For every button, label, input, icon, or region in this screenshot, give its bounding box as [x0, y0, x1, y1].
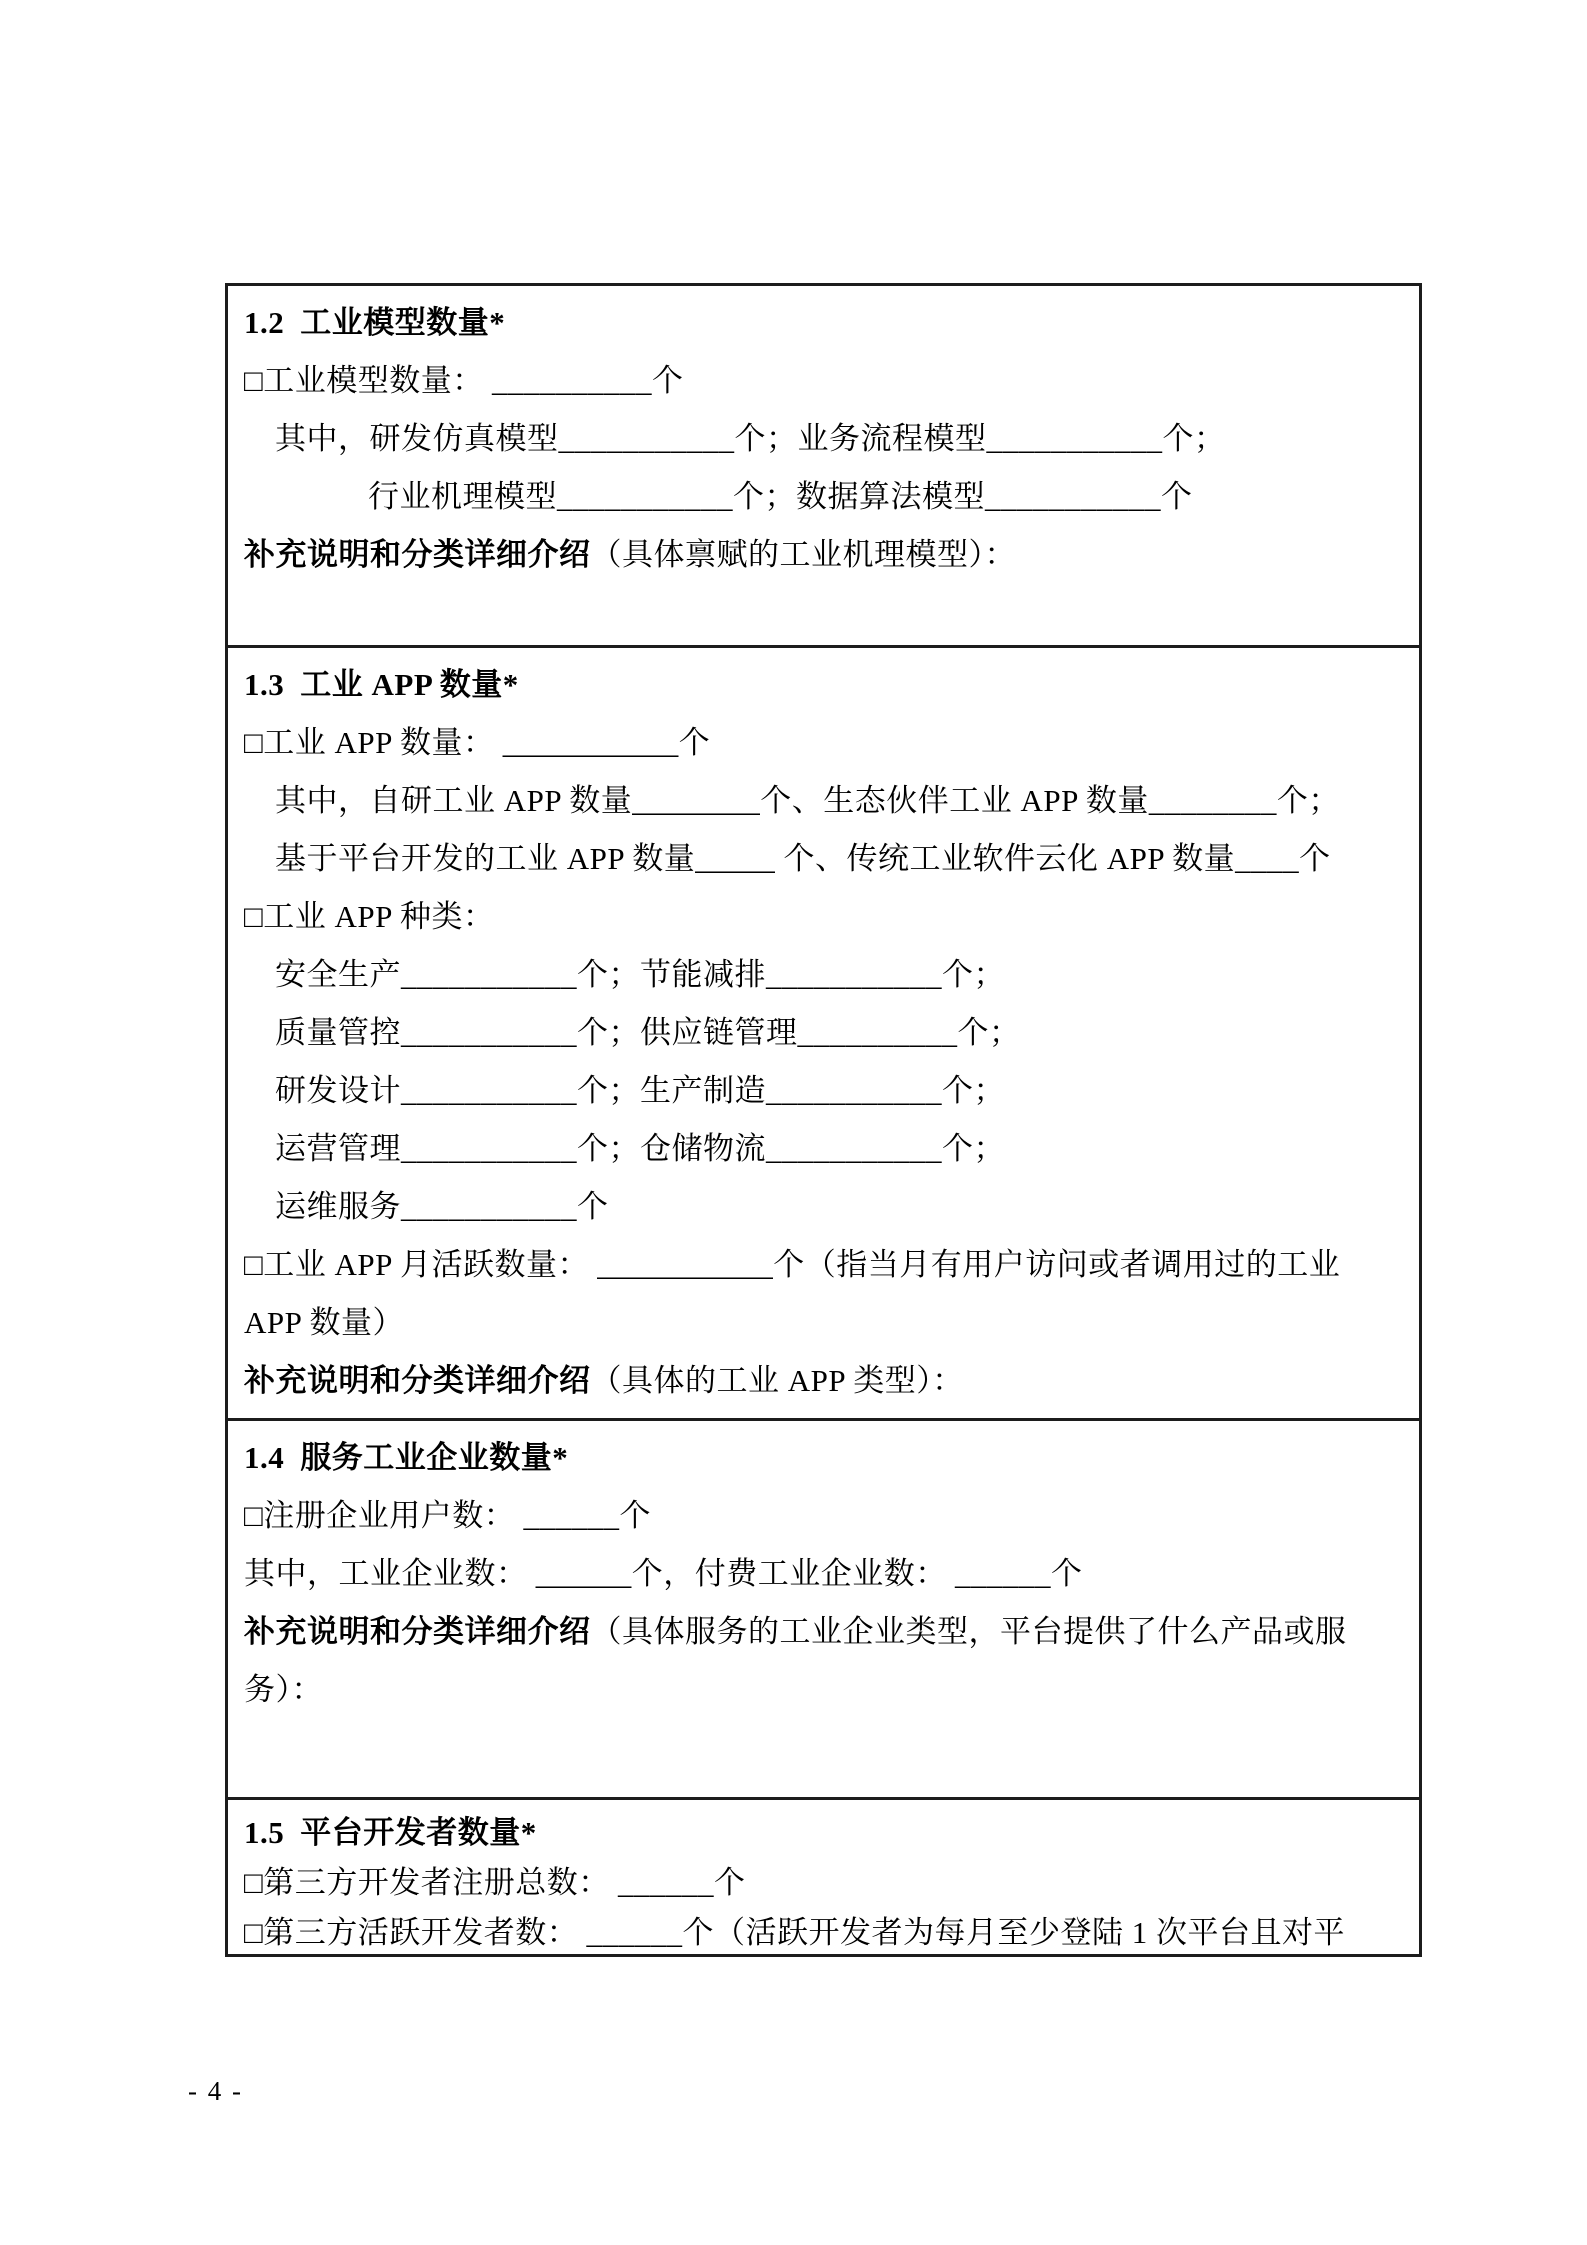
row-app-category-2: 质量管控___________个；供应链管理__________个； — [275, 1015, 1021, 1050]
row-app-category-4: 运营管理___________个；仓储物流___________个； — [275, 1131, 1005, 1166]
section-title: 服务工业企业数量* — [300, 1440, 569, 1475]
row-app-category-5: 运维服务___________个 — [275, 1189, 609, 1224]
row-app-types-label: □工业 APP 种类： — [244, 899, 495, 934]
row-registered-users: □注册企业用户数： ______个 — [244, 1498, 651, 1533]
row-enterprise-breakdown: 其中，工业企业数： ______个，付费工业企业数： ______个 — [244, 1556, 1083, 1591]
section-heading-1-5 — [244, 1808, 1407, 1858]
row-app-category-3: 研发设计___________个；生产制造___________个； — [275, 1073, 1005, 1108]
supplement-note: （具体的工业 APP 类型）： — [590, 1363, 964, 1398]
section-industrial-models — [228, 286, 1419, 645]
row-supplement-models — [244, 526, 1407, 584]
section-number: 1.3 — [244, 667, 285, 702]
row-model-total: □工业模型数量： __________个 — [244, 363, 684, 398]
section-title: 工业模型数量* — [300, 305, 506, 340]
supplement-note: （具体禀赋的工业机理模型）： — [590, 537, 1016, 572]
section-title: 工业 APP 数量* — [300, 667, 519, 702]
section-number: 1.4 — [244, 1440, 285, 1475]
section-title: 平台开发者数量* — [300, 1815, 537, 1850]
section-number: 1.5 — [244, 1815, 285, 1850]
row-supplement-enterprises — [244, 1603, 1407, 1661]
section-platform-developers — [228, 1797, 1419, 1954]
row-dev-active: □第三方活跃开发者数： ______个（活跃开发者为每月至少登陆 1 次平台且对平 — [244, 1915, 1345, 1950]
row-model-breakdown-b: 行业机理模型___________个；数据算法模型___________个 — [368, 479, 1193, 514]
section-heading-1-4 — [244, 1429, 1407, 1487]
section-served-enterprises — [228, 1418, 1419, 1797]
row-app-breakdown-a: 其中，自研工业 APP 数量________个、生态伙伴工业 APP 数量________个； — [275, 783, 1340, 818]
row-app-monthly-active-cont: APP 数量） — [244, 1305, 404, 1340]
supplement-label: 补充说明和分类详细介绍 — [244, 1614, 591, 1649]
row-app-category-1: 安全生产___________个；节能减排___________个； — [275, 957, 1005, 992]
section-heading-1-3 — [244, 656, 1407, 714]
supplement-note: （具体服务的工业企业类型，平台提供了什么产品或服 — [590, 1614, 1347, 1649]
section-number: 1.2 — [244, 305, 285, 340]
row-supplement-enterprises-cont: 务）： — [244, 1672, 323, 1707]
section-industrial-apps — [228, 645, 1419, 1418]
section-heading-1-2 — [244, 294, 1407, 352]
row-app-monthly-active: □工业 APP 月活跃数量： ___________个（指当月有用户访问或者调用过的工业 — [244, 1247, 1341, 1282]
page-number: - 4 - — [188, 2076, 243, 2106]
survey-form-table — [225, 283, 1422, 1957]
row-dev-registered: □第三方开发者注册总数： ______个 — [244, 1865, 746, 1900]
row-model-breakdown-a: 其中，研发仿真模型___________个；业务流程模型___________个； — [275, 421, 1226, 456]
supplement-label: 补充说明和分类详细介绍 — [244, 537, 591, 572]
supplement-label: 补充说明和分类详细介绍 — [244, 1363, 591, 1398]
row-supplement-apps — [244, 1352, 1407, 1410]
row-app-total: □工业 APP 数量： ___________个 — [244, 725, 711, 760]
row-app-breakdown-b: 基于平台开发的工业 APP 数量_____ 个、传统工业软件云化 APP 数量____个 — [275, 841, 1331, 876]
